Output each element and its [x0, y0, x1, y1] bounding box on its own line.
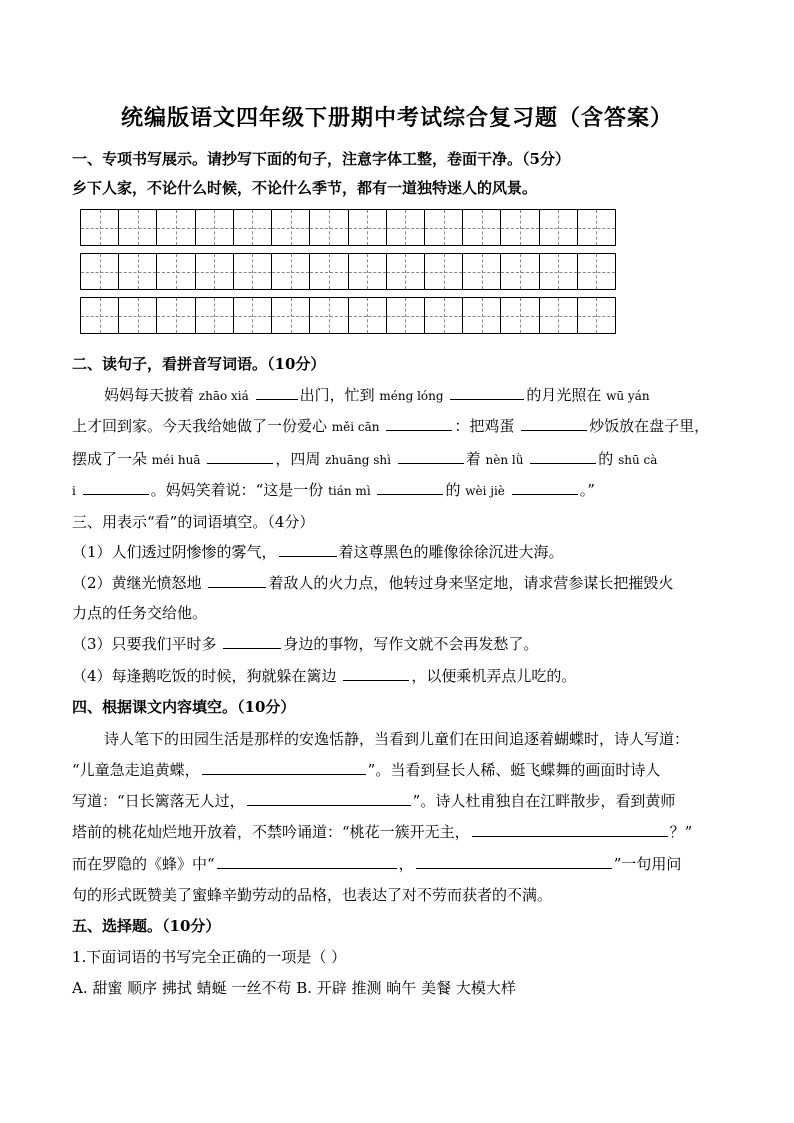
section5-heading: 五、选择题。（10分）: [72, 917, 221, 935]
answer-blank[interactable]: [472, 821, 668, 837]
answer-blank[interactable]: [202, 759, 366, 775]
fill-line-1: 诗人笔下的田园生活是那样的安逸恬静，当看到儿童们在田间追逐着蝴蝶时，诗人写道：: [104, 730, 690, 748]
answer-blank[interactable]: [223, 633, 281, 649]
answer-blank[interactable]: [217, 853, 397, 869]
writing-grid-row-3[interactable]: [80, 297, 616, 334]
answer-blank[interactable]: [521, 415, 587, 431]
question-3-2-cont: 力点的任务交给他。: [72, 604, 208, 622]
section3-heading: 三、用表示“看”的词语填空。（4分）: [72, 513, 315, 531]
answer-blank[interactable]: [530, 448, 596, 464]
question-3-4: （4）每逢鹅吃饭的时候，狗就躲在篱边 ，以便乘机弄点儿吃的。: [72, 667, 577, 685]
answer-blank[interactable]: [207, 448, 273, 464]
pinyin-line-4: i 。妈妈笑着说：“这是一份 tián mì 的 wèi jiè 。”: [72, 481, 595, 499]
answer-blank[interactable]: [208, 572, 266, 588]
section4-heading: 四、根据课文内容填空。（10分）: [72, 698, 296, 716]
question-5-1-options: A. 甜蜜 顺序 拂拭 蜻蜒 一丝不苟 B. 开辟 推测 晌午 美餐 大模大样: [72, 979, 516, 997]
copy-sentence: 乡下人家，不论什么时候，不论什么季节，都有一道独特迷人的风景。: [72, 179, 538, 197]
pinyin-line-1: 妈妈每天披着 zhāo xiá 出门，忙到 méng lóng 的月光照在 wū yán: [104, 386, 650, 404]
question-3-2: （2）黄继光愤怒地 着敌人的火力点，他转过身来坚定地，请求营参谋长把摧毁火: [72, 574, 674, 592]
writing-grid-row-1[interactable]: [80, 209, 616, 246]
fill-line-6: 句的形式既赞美了蜜蜂辛勤劳动的品格，也表达了对不劳而获者的不满。: [72, 886, 553, 904]
pinyin-line-2: 上才回到家。今天我给她做了一份爱心 měi cān ：把鸡蛋 炒饭放在盘子里，: [72, 417, 710, 435]
answer-blank[interactable]: [398, 448, 464, 464]
pinyin-line-3: 摆成了一朵 méi huā ，四周 zhuāng shì 着 nèn lǜ 的 shū cà: [72, 450, 658, 468]
answer-blank[interactable]: [279, 541, 337, 557]
answer-blank[interactable]: [83, 479, 149, 495]
answer-blank[interactable]: [343, 665, 409, 681]
answer-blank[interactable]: [256, 384, 298, 400]
answer-blank[interactable]: [450, 384, 524, 400]
page-title: 统编版语文四年级下册期中考试综合复习题（含答案）: [120, 105, 673, 131]
answer-blank[interactable]: [247, 790, 411, 806]
section2-heading: 二、读句子，看拼音写词语。（10分）: [72, 355, 326, 373]
question-5-1: 1.下面词语的书写完全正确的一项是（ ）: [72, 948, 347, 966]
answer-blank[interactable]: [512, 479, 578, 495]
fill-line-4: 塔前的桃花灿烂地开放着，不禁吟诵道：“桃花一簇开无主， ？”: [72, 823, 693, 841]
answer-blank[interactable]: [416, 853, 612, 869]
question-3-3: （3）只要我们平时多 身边的事物，写作文就不会再发愁了。: [72, 635, 539, 653]
section1-heading: 一、专项书写展示。请抄写下面的句子，注意字体工整，卷面干净。（5分）: [72, 150, 570, 168]
question-3-1: （1）人们透过阴惨惨的雾气， 着这尊黑色的雕像徐徐沉进大海。: [72, 543, 564, 561]
writing-grid-row-2[interactable]: [80, 253, 616, 290]
fill-line-5: 而在罗隐的《蜂》中“ ， ”一句用问: [72, 855, 682, 873]
answer-blank[interactable]: [377, 479, 443, 495]
answer-blank[interactable]: [386, 415, 452, 431]
fill-line-2: “儿童急走追黄蝶， ”。当看到昼长人稀、蜓飞蝶舞的画面时诗人: [72, 761, 661, 779]
fill-line-3: 写道：“日长篱落无人过， ”。诗人杜甫独自在江畔散步，看到黄师: [72, 792, 676, 810]
